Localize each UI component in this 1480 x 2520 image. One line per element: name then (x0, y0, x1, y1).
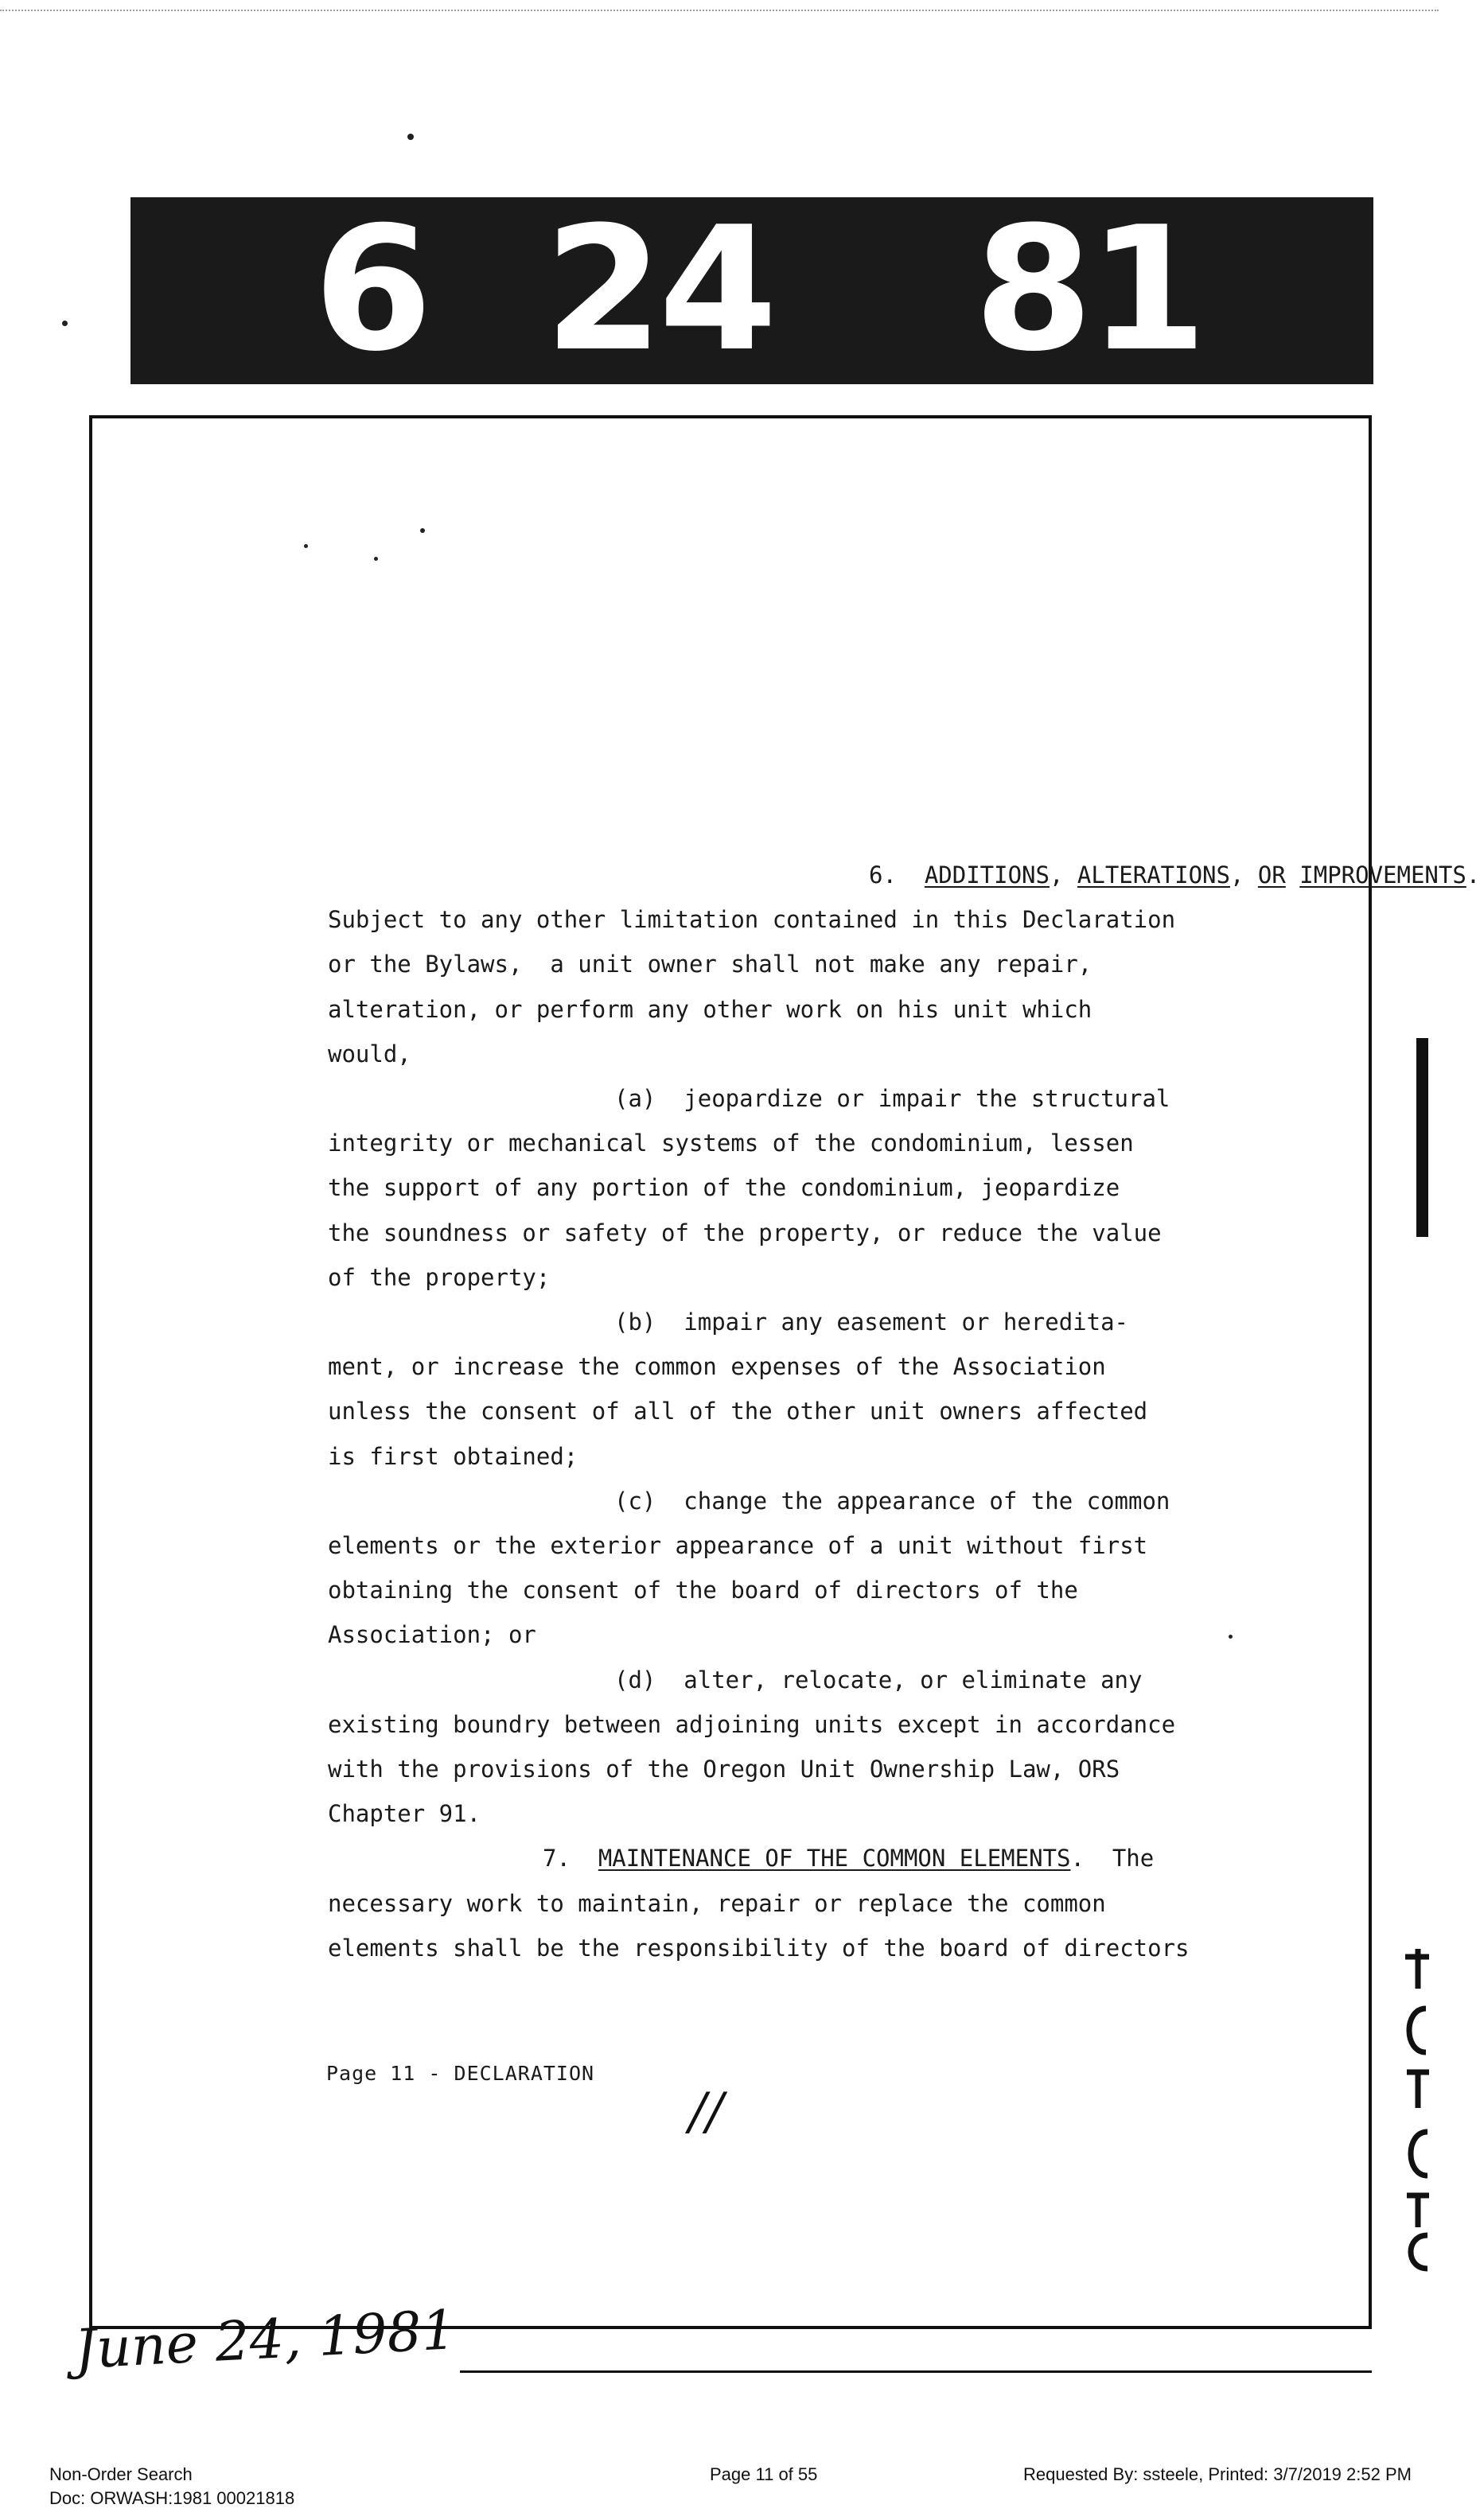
banner-year: 81 (974, 189, 1203, 389)
underlined-heading-text: OR (1257, 861, 1286, 889)
recording-date-banner (130, 189, 1373, 389)
body-line (869, 861, 1480, 889)
margin-stamp-mark (1394, 1941, 1439, 2275)
underlined-heading-text: MAINTENANCE OF THE COMMON ELEMENTS (598, 1845, 1071, 1872)
body-text-run: (b) impair any easement or heredita- (614, 1309, 1129, 1336)
body-text-run: obtaining the consent of the board of directors of the (328, 1577, 1078, 1604)
body-line (328, 1935, 1190, 1962)
scan-speck (407, 134, 414, 140)
footer-requested-by: Requested By: ssteele, Printed: 3/7/2019 2:52 PM (1023, 2464, 1412, 2484)
banner-month: 6 (314, 189, 428, 389)
signature-line (460, 2370, 1372, 2373)
handwritten-page-mark: // (689, 2082, 724, 2141)
body-text-run: unless the consent of all of the other unit owners affected (328, 1398, 1148, 1425)
body-text-run: or the Bylaws, a unit owner shall not make any repair, (328, 951, 1092, 978)
page-footer-label: Page 11 - DECLARATION (326, 2062, 595, 2085)
body-line (614, 1488, 1170, 1515)
body-text-run: Association; or (328, 1621, 536, 1649)
body-text-run: the support of any portion of the condominium, jeopardize (328, 1174, 1120, 1202)
footer-search-type: Non-Order Search (49, 2464, 193, 2484)
body-text-run: Chapter 91. (328, 1800, 481, 1828)
body-line (328, 1621, 536, 1648)
body-text-run: 7. (543, 1845, 598, 1872)
body-line (328, 1800, 481, 1827)
scan-noise-top (0, 10, 1439, 16)
body-text-run: integrity or mechanical systems of the condominium, lessen (328, 1130, 1134, 1157)
body-text-run: Subject to any other limitation contained in this Declaration (328, 906, 1176, 934)
underlined-heading-text: ADDITIONS (924, 861, 1050, 889)
body-text-run (1286, 861, 1299, 889)
body-line (328, 1130, 1134, 1157)
handwritten-date: June 24, 1981 (72, 2299, 458, 2382)
body-text-run: elements or the exterior appearance of a unit without first (328, 1532, 1148, 1559)
body-line (328, 1353, 1106, 1380)
scan-speck (420, 528, 425, 533)
body-text-run: necessary work to maintain, repair or replace the common (328, 1889, 1106, 1917)
body-line (328, 1174, 1120, 1201)
footer-page-count: Page 11 of 55 (710, 2464, 818, 2484)
body-text-run: . (1466, 861, 1480, 889)
body-line (328, 1040, 411, 1068)
underlined-heading-text: ALTERATIONS (1077, 861, 1230, 889)
body-text-run: is first obtained; (328, 1442, 578, 1470)
scan-speck (374, 557, 378, 561)
underlined-heading-text: IMPROVEMENTS (1299, 861, 1466, 889)
body-text-run: , (1229, 861, 1258, 889)
body-text-run: alteration, or perform any other work on his unit which (328, 995, 1092, 1023)
body-text-run: , (1049, 861, 1077, 889)
body-line (328, 1756, 1120, 1783)
body-line (328, 1890, 1106, 1917)
body-text-run: existing boundry between adjoining units except in accordance (328, 1710, 1176, 1738)
body-text-run: of the property; (328, 1263, 551, 1291)
body-text-run: (c) change the appearance of the common (614, 1487, 1170, 1515)
body-line (614, 1309, 1128, 1336)
body-line (328, 1577, 1078, 1604)
body-line (328, 906, 1175, 933)
body-line (543, 1845, 1154, 1872)
body-text-run: ment, or increase the common expenses of the Association (328, 1353, 1106, 1381)
scan-speck (1229, 1635, 1233, 1639)
footer-doc-id: Doc: ORWASH:1981 00021818 (49, 2488, 295, 2508)
body-line (328, 1264, 550, 1291)
body-text-run: the soundness or safety of the property, or reduce the value (328, 1219, 1162, 1246)
body-text-run: . The (1070, 1845, 1155, 1872)
body-text-run: (a) jeopardize or impair the structural (614, 1085, 1170, 1112)
body-line (614, 1666, 1142, 1694)
body-text-run: would, (328, 1040, 411, 1068)
scan-speck (62, 321, 68, 326)
body-line (328, 1532, 1147, 1559)
body-line (328, 1398, 1147, 1425)
body-line (328, 951, 1092, 978)
body-line (328, 1443, 578, 1470)
banner-day: 24 (544, 189, 773, 389)
body-text-run: 6. (869, 861, 925, 889)
body-text-run: elements shall be the responsibility of the board of directors (328, 1934, 1190, 1962)
margin-bar (1416, 1038, 1428, 1237)
body-line (614, 1085, 1170, 1112)
body-line (328, 1219, 1162, 1246)
body-line (328, 996, 1092, 1023)
scan-speck (304, 544, 308, 548)
body-line (328, 1711, 1175, 1738)
body-text-run: with the provisions of the Oregon Unit Ownership Law, ORS (328, 1756, 1120, 1783)
body-text-run: (d) alter, relocate, or eliminate any (614, 1666, 1143, 1694)
